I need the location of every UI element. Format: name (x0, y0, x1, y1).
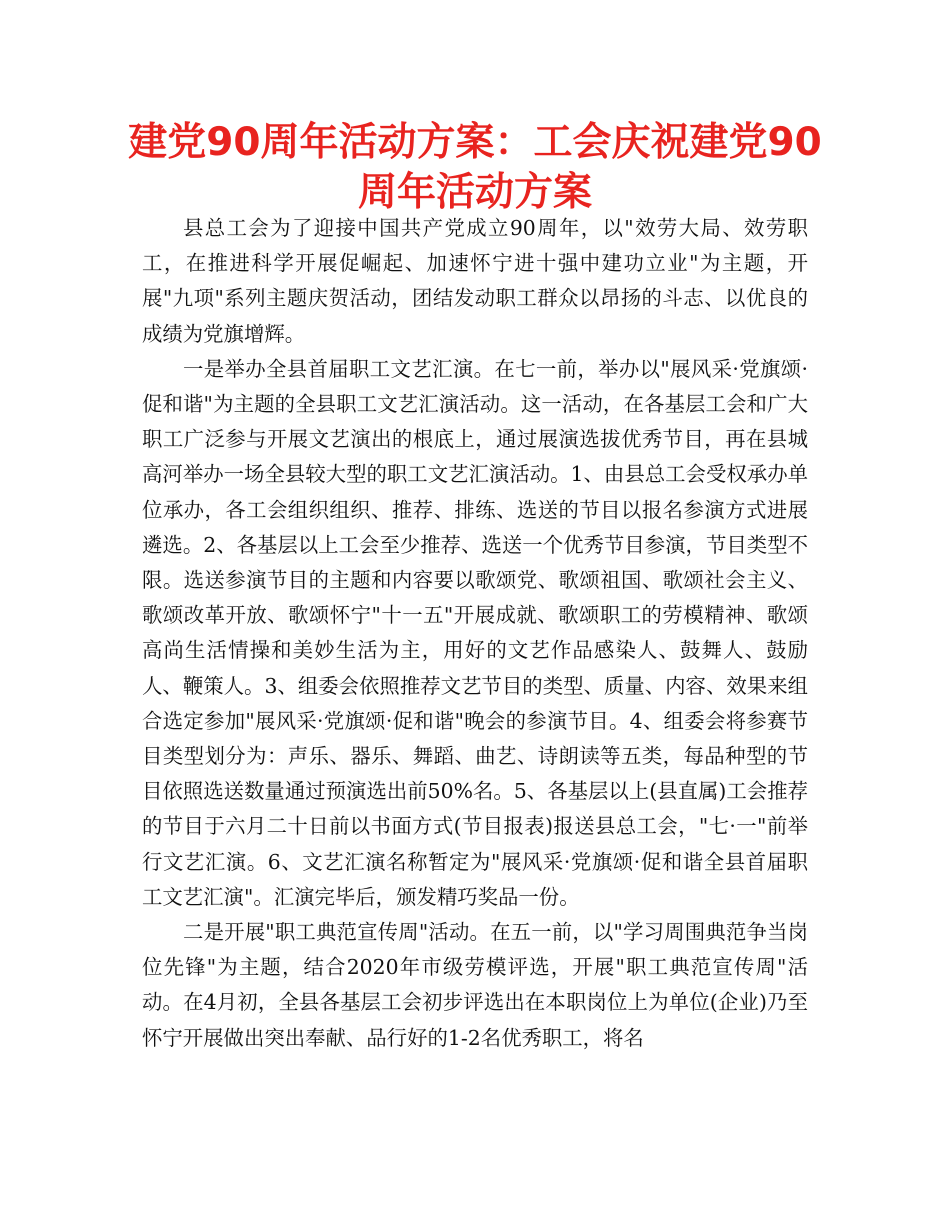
document-title: 建党90周年活动方案：工会庆祝建党90周年活动方案 (128, 120, 822, 215)
paragraph-intro: 县总工会为了迎接中国共产党成立90周年，以"效劳大局、效劳职工，在推进科学开展促崛起、加速怀宁进十强中建功立业"为主题，开展"九项"系列主题庆贺活动，团结发动职工群众以昂扬的斗志、以优良的成绩为党旗增辉。 (142, 216, 808, 346)
document-body (142, 211, 808, 1056)
paragraph-item-two: 二是开展"职工典范宣传周"活动。在五一前，以"学习周围典范争当岗位先锋"为主题，结合2020年市级劳模评选，开展"职工典范宣传周"活动。在4月初，全县各基层工会初步评选出在本职岗位上为单位(企业)乃至怀宁开展做出突出奉献、品行好的1-2名优秀职工，将名 (142, 920, 808, 1050)
paragraph-item-one: 一是举办全县首届职工文艺汇演。在七一前，举办以"展风采·党旗颂·促和谐"为主题的全县职工文艺汇演活动。这一活动，在各基层工会和广大职工广泛参与开展文艺演出的根底上，通过展演选拔优秀节目，再在县城高河举办一场全县较大型的职工文艺汇演活动。1、由县总工会受权承办单位承办，各工会组织组织、推荐、排练、选送的节目以报名参演方式进展遴选。2、各基层以上工会至少推荐、选送一个优秀节目参演，节目类型不限。选送参演节目的主题和内容要以歌颂党、歌颂祖国、歌颂社会主义、歌颂改革开放、歌颂怀宁"十一五"开展成就、歌颂职工的劳模精神、歌颂高尚生活情操和美妙生活为主，用好的文艺作品感染人、鼓舞人、鼓励人、鞭策人。3、组委会依照推荐文艺节目的类型、质量、内容、效果来组合选定参加"展风采·党旗颂·促和谐"晚会的参演节目。4、组委会将参赛节目类型划分为：声乐、器乐、舞蹈、曲艺、诗朗读等五类，每品种型的节目依照选送数量通过预演选出前50%名。5、各基层以上(县直属)工会推荐的节目于六月二十日前以书面方式(节目报表)报送县总工会，"七·一"前举行文艺汇演。6、文艺汇演名称暂定为"展风采·党旗颂·促和谐全县首届职工文艺汇演"。汇演完毕后，颁发精巧奖品一份。 (142, 356, 808, 909)
